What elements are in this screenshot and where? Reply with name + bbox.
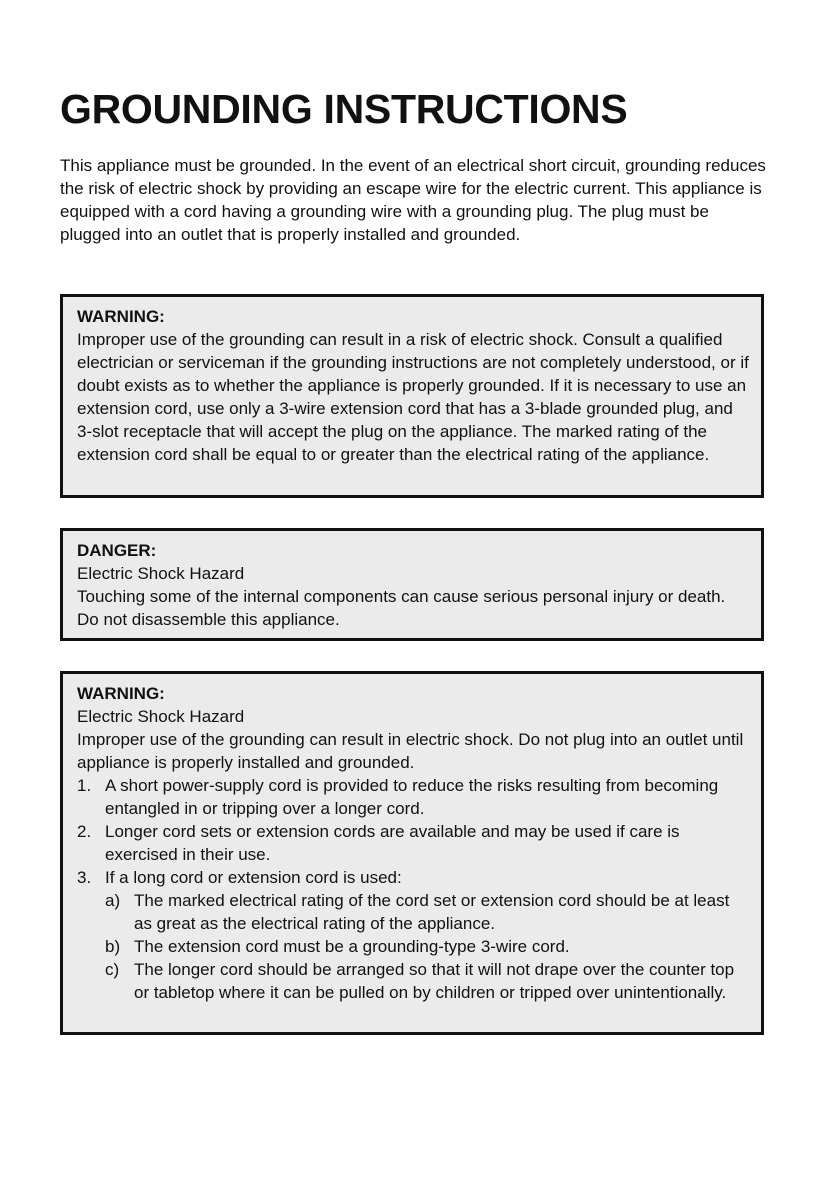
list-item	[77, 820, 749, 866]
sublist-item-letter: c)	[105, 960, 120, 979]
warning-box-grounding	[60, 294, 764, 498]
intro-paragraph: This appliance must be grounded. In the event of an electrical short circuit, grounding reduces the risk of electric shock by providing an escape wire for the electric current. This appliance is equipped with a cord having a grounding wire with a grounding plug. The plug must be plugged into an outlet that is properly installed and grounded.	[60, 156, 766, 244]
warning-subtitle: Electric Shock Hazard	[77, 707, 245, 726]
sublist-item	[105, 889, 749, 935]
warning-title: WARNING:	[77, 307, 165, 326]
lettered-sublist	[105, 889, 749, 1004]
list-item-text: Longer cord sets or extension cords are available and may be used if care is exercised in their use.	[105, 822, 680, 864]
list-item-number: 2.	[77, 822, 92, 841]
list-item-text: A short power-supply cord is provided to reduce the risks resulting from becoming entangled in or tripping over a longer cord.	[105, 776, 719, 818]
sublist-item-letter: a)	[105, 891, 121, 910]
danger-box	[60, 528, 764, 641]
page-title: GROUNDING INSTRUCTIONS	[60, 86, 628, 132]
sublist-item-text: The longer cord should be arranged so that it will not drape over the counter top or tabletop where it can be pulled on by children or tripped over unintentionally.	[134, 960, 735, 1002]
danger-subtitle: Electric Shock Hazard	[77, 564, 245, 583]
warning-title: WARNING:	[77, 684, 165, 703]
list-item-number: 3.	[77, 868, 92, 887]
warning-body: Improper use of the grounding can result in a risk of electric shock. Consult a qualified electrician or serviceman if the grounding instructions are not completely understood, or if doubt exists as to whether the appliance is properly grounded. If it is necessary to use an extension cord, use only a 3-wire extension cord that has a 3-blade grounded plug, and 3-slot receptacle that will accept the plug on the appliance. The marked rating of the extension cord shall be equal to or greater than the electrical rating of the appliance.	[77, 330, 749, 464]
sublist-item-text: The marked electrical rating of the cord set or extension cord should be at least as great as the electrical rating of the appliance.	[134, 891, 730, 933]
list-item-number: 1.	[77, 776, 92, 795]
sublist-item-letter: b)	[105, 937, 121, 956]
warning-box-cord	[60, 671, 764, 1035]
warning-body: Improper use of the grounding can result in electric shock. Do not plug into an outlet until appliance is properly installed and grounded.	[77, 730, 744, 772]
sublist-item	[105, 935, 749, 958]
danger-body: Touching some of the internal components can cause serious personal injury or death. Do not disassemble this appliance.	[77, 587, 726, 629]
list-item	[77, 866, 749, 1004]
list-item-text: If a long cord or extension cord is used:	[105, 868, 402, 887]
danger-title: DANGER:	[77, 541, 157, 560]
list-item	[77, 774, 749, 820]
sublist-item	[105, 958, 749, 1004]
sublist-item-text: The extension cord must be a grounding-type 3-wire cord.	[134, 937, 570, 956]
numbered-list	[77, 774, 749, 1004]
